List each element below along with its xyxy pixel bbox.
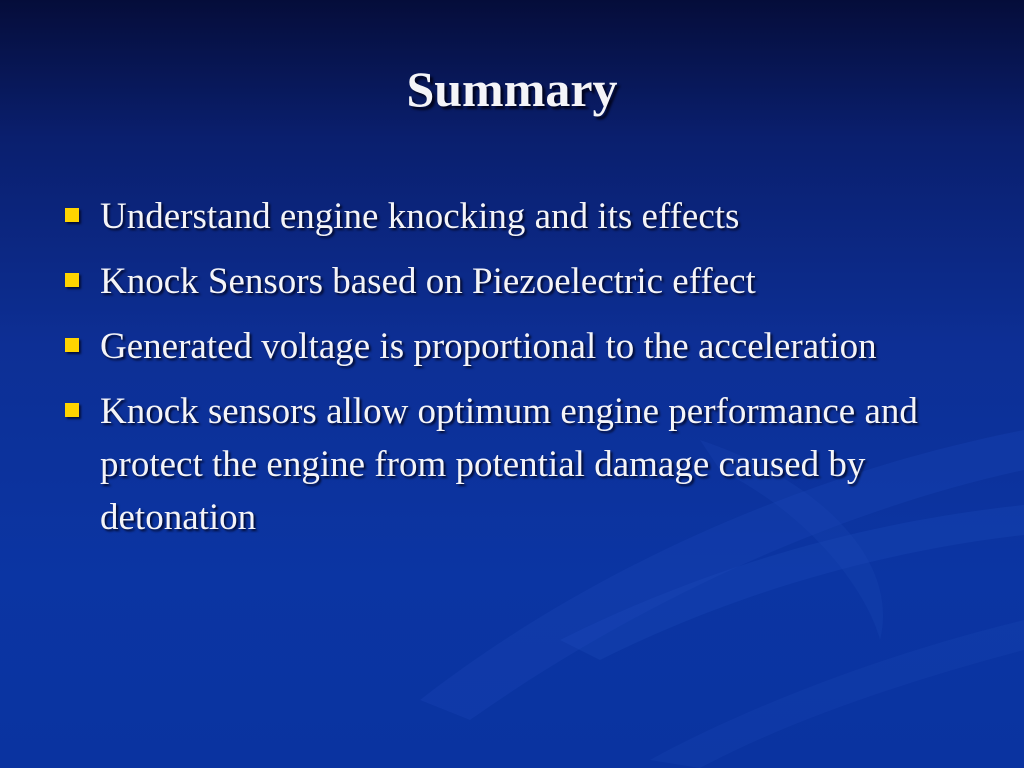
bullet-square-icon xyxy=(65,403,79,417)
bullet-text: Understand engine knocking and its effects xyxy=(100,196,740,237)
bullet-item xyxy=(60,190,920,243)
bullet-text: Knock sensors allow optimum engine performance and protect the engine from potential damage caused by detonation xyxy=(100,391,918,538)
bullet-text: Generated voltage is proportional to the acceleration xyxy=(100,326,877,367)
bullet-square-icon xyxy=(65,208,79,222)
bullet-item xyxy=(60,320,920,373)
bullet-square-icon xyxy=(65,273,79,287)
bullet-item xyxy=(60,255,920,308)
bullet-item xyxy=(60,385,920,544)
bullet-list xyxy=(60,190,920,556)
slide-title: Summary xyxy=(406,61,618,117)
bullet-text: Knock Sensors based on Piezoelectric effect xyxy=(100,261,756,302)
bullet-square-icon xyxy=(65,338,79,352)
